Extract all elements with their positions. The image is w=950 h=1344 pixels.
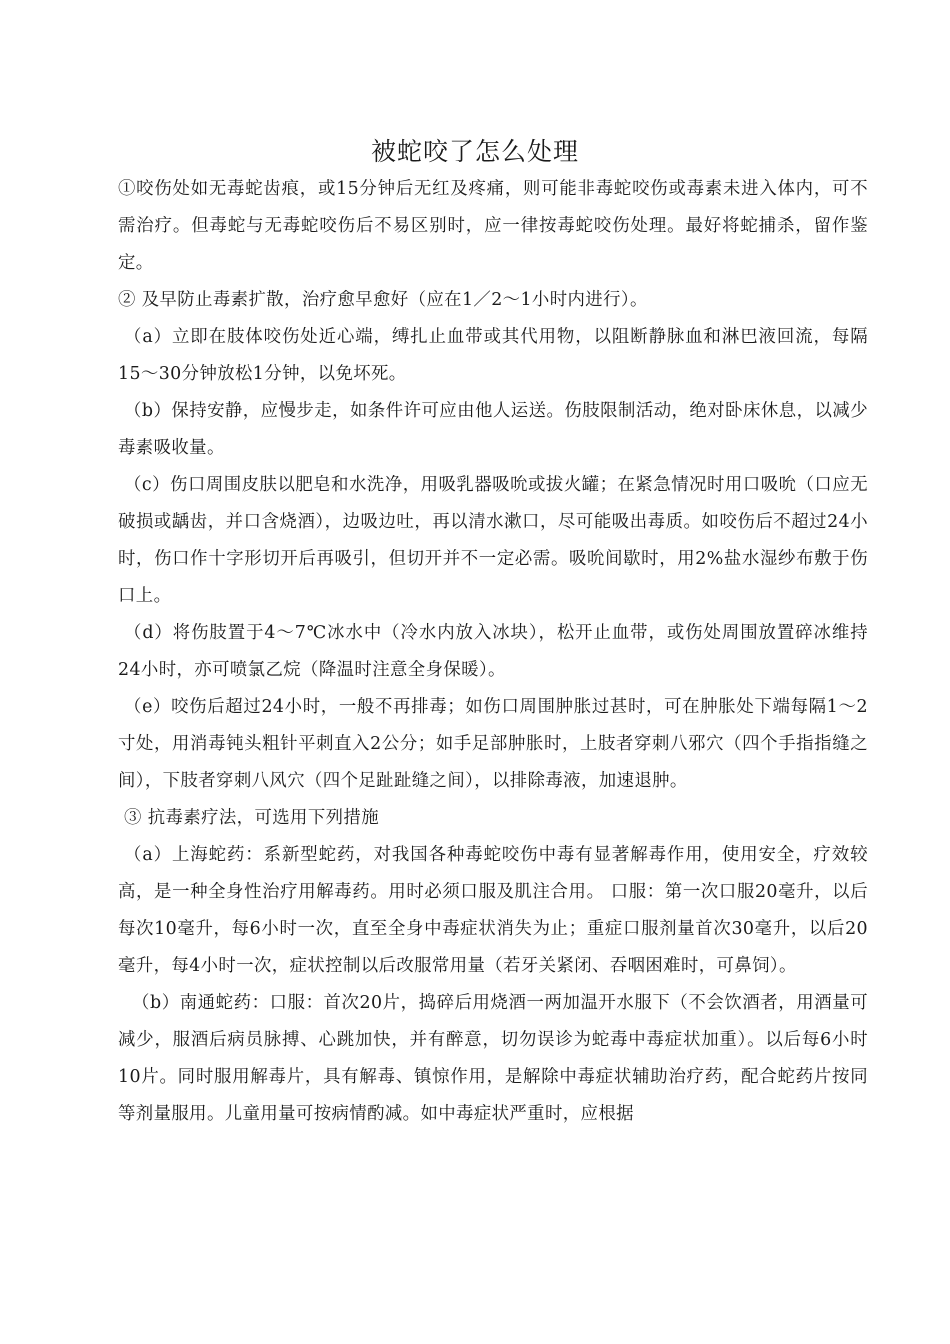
paragraph-2-prevent-spread: ② 及早防止毒素扩散，治疗愈早愈好（应在1／2～1小时内进行）。 — [118, 290, 648, 310]
document-body — [118, 171, 868, 1133]
paragraph-2a-tourniquet: （a）立即在肢体咬伤处近心端，缚扎止血带或其代用物，以阻断静脉血和淋巴液回流，每隔15～30分钟放松1分钟，以免坏死。 — [118, 327, 868, 384]
paragraph-3a-shanghai-snake-medicine: （a）上海蛇药：系新型蛇药，对我国各种毒蛇咬伤中毒有显著解毒作用，使用安全，疗效较高，是一种全身性治疗用解毒药。用时必须口服及肌注合用。 口服：第一次口服20毫升，以后每次10毫升，每6小时一次，直至全身中毒症状消失为止；重症口服剂量首次30毫升，以后20毫升，每4小时一次，症状控制以后改服常用量（若牙关紧闭、吞咽困难时，可鼻饲）。 — [118, 845, 868, 976]
paragraph-2b-keep-calm: （b）保持安静，应慢步走，如条件许可应由他人运送。伤肢限制活动，绝对卧床休息，以减少毒素吸收量。 — [118, 401, 868, 458]
document-title: 被蛇咬了怎么处理 — [370, 137, 579, 166]
paragraph-1-no-venom-signs: ①咬伤处如无毒蛇齿痕，或15分钟后无红及疼痛，则可能非毒蛇咬伤或毒素未进入体内，可不需治疗。但毒蛇与无毒蛇咬伤后不易区别时，应一律按毒蛇咬伤处理。最好将蛇捕杀，留作鉴定。 — [118, 179, 868, 273]
paragraph-3-antivenom: ③ 抗毒素疗法，可选用下列措施 — [124, 808, 379, 828]
paragraph-3b-nantong-snake-medicine: （b）南通蛇药：口服：首次20片，捣碎后用烧酒一两加温开水服下（不会饮酒者，用酒量可减少，服酒后病员脉搏、心跳加快，并有醉意，切勿误诊为蛇毒中毒症状加重）。以后每6小时10片。同时服用解毒片，具有解毒、镇惊作用，是解除中毒症状辅助治疗药，配合蛇药片按同等剂量服用。儿童用量可按病情酌减。如中毒症状严重时，应根据 — [118, 993, 868, 1124]
paragraph-2e-puncture: （e）咬伤后超过24小时，一般不再排毒；如伤口周围肿胀过甚时，可在肿胀处下端每隔1～2寸处，用消毒钝头粗针平刺直入2公分；如手足部肿胀时，上肢者穿刺八邪穴（四个手指指缝之间），下肢者穿刺八风穴（四个足趾趾缝之间），以排除毒液，加速退肿。 — [118, 697, 868, 791]
paragraph-2d-cooling: （d）将伤肢置于4～7℃冰水中（冷水内放入冰块），松开止血带，或伤处周围放置碎冰维持24小时，亦可喷氯乙烷（降温时注意全身保暖）。 — [118, 623, 868, 680]
paragraph-2c-wash-and-suction: （c）伤口周围皮肤以肥皂和水洗净，用吸乳器吸吮或拔火罐；在紧急情况时用口吸吮（口应无破损或龋齿，并口含烧酒），边吸边吐，再以清水漱口，尽可能吸出毒质。如咬伤后不超过24小时，伤口作十字形切开后再吸引，但切开并不一定必需。吸吮间歇时，用2%盐水湿纱布敷于伤口上。 — [118, 475, 868, 606]
